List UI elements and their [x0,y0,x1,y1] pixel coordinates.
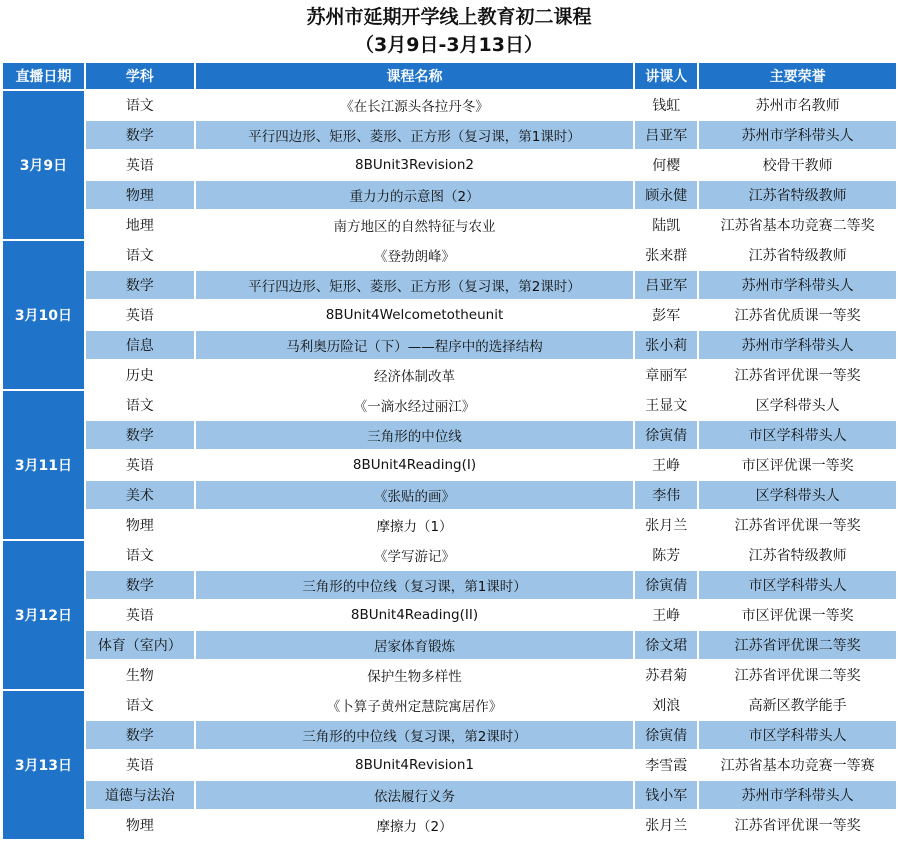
course-cell: 摩擦力（2） [195,810,635,840]
table-row [2,600,897,630]
table-row [2,480,897,510]
teacher-cell: 王显文 [634,390,698,420]
teacher-cell: 张小莉 [634,330,698,360]
table-row [2,570,897,600]
teacher-cell: 刘浪 [634,690,698,720]
honor-cell: 市区评优课一等奖 [698,600,897,630]
subject-cell: 语文 [85,690,195,720]
honor-cell: 区学科带头人 [698,390,897,420]
table-row [2,210,897,240]
honor-cell: 江苏省特级教师 [698,180,897,210]
honor-cell: 江苏省基本功竞赛二等奖 [698,210,897,240]
table-row [2,630,897,660]
teacher-cell: 王峥 [634,600,698,630]
header-course: 课程名称 [195,62,635,90]
course-cell: 8BUnit4Welcometotheunit [195,300,635,330]
teacher-cell: 徐寅倩 [634,420,698,450]
course-cell: 居家体育锻炼 [195,630,635,660]
subject-cell: 历史 [85,360,195,390]
table-row [2,720,897,750]
honor-cell: 苏州市学科带头人 [698,330,897,360]
subject-cell: 数学 [85,570,195,600]
table-row [2,180,897,210]
honor-cell: 高新区教学能手 [698,690,897,720]
table-row [2,120,897,150]
table-row [2,90,897,120]
honor-cell: 江苏省评优课二等奖 [698,630,897,660]
schedule-table [1,61,898,841]
course-cell: 《一滴水经过丽江》 [195,390,635,420]
teacher-cell: 徐文珺 [634,630,698,660]
date-cell: 3月12日 [2,540,85,690]
course-cell: 重力力的示意图（2） [195,180,635,210]
course-cell: 8BUnit4Revision1 [195,750,635,780]
subject-cell: 数学 [85,720,195,750]
teacher-cell: 苏君菊 [634,660,698,690]
subject-cell: 生物 [85,660,195,690]
teacher-cell: 张月兰 [634,510,698,540]
subject-cell: 英语 [85,750,195,780]
course-cell: 平行四边形、矩形、菱形、正方形（复习课，第1课时） [195,120,635,150]
teacher-cell: 徐寅倩 [634,720,698,750]
header-row [2,62,897,90]
subject-cell: 物理 [85,510,195,540]
header-date: 直播日期 [2,62,85,90]
subject-cell: 语文 [85,390,195,420]
honor-cell: 市区学科带头人 [698,420,897,450]
course-cell: 三角形的中位线 [195,420,635,450]
teacher-cell: 李雪霞 [634,750,698,780]
teacher-cell: 陈芳 [634,540,698,570]
date-cell: 3月9日 [2,90,85,240]
course-cell: 三角形的中位线（复习课，第2课时） [195,720,635,750]
course-cell: 南方地区的自然特征与农业 [195,210,635,240]
honor-cell: 市区学科带头人 [698,720,897,750]
course-cell: 依法履行义务 [195,780,635,810]
teacher-cell: 顾永健 [634,180,698,210]
course-cell: 《卜算子黄州定慧院寓居作》 [195,690,635,720]
subject-cell: 数学 [85,420,195,450]
course-cell: 摩擦力（1） [195,510,635,540]
honor-cell: 江苏省评优课一等奖 [698,510,897,540]
subject-cell: 语文 [85,540,195,570]
header-subject: 学科 [85,62,195,90]
teacher-cell: 王峥 [634,450,698,480]
teacher-cell: 张月兰 [634,810,698,840]
subject-cell: 英语 [85,450,195,480]
course-cell: 平行四边形、矩形、菱形、正方形（复习课，第2课时） [195,270,635,300]
subject-cell: 物理 [85,810,195,840]
honor-cell: 苏州市学科带头人 [698,270,897,300]
date-cell: 3月10日 [2,240,85,390]
date-cell: 3月11日 [2,390,85,540]
sheet-subtitle: （3月9日-3月13日） [355,34,543,56]
honor-cell: 苏州市学科带头人 [698,120,897,150]
honor-cell: 江苏省评优课一等奖 [698,360,897,390]
table-row [2,450,897,480]
honor-cell: 江苏省特级教师 [698,240,897,270]
teacher-cell: 章丽军 [634,360,698,390]
honor-cell: 江苏省基本功竞赛一等赛 [698,750,897,780]
subject-cell: 英语 [85,150,195,180]
teacher-cell: 钱虹 [634,90,698,120]
subject-cell: 语文 [85,240,195,270]
course-cell: 《学写游记》 [195,540,635,570]
schedule-body [2,90,897,840]
subject-cell: 英语 [85,300,195,330]
date-cell: 3月13日 [2,690,85,840]
honor-cell: 苏州市学科带头人 [698,780,897,810]
course-cell: 三角形的中位线（复习课，第1课时） [195,570,635,600]
table-row [2,300,897,330]
table-row [2,750,897,780]
subject-cell: 地理 [85,210,195,240]
honor-cell: 江苏省特级教师 [698,540,897,570]
subject-cell: 物理 [85,180,195,210]
header-teacher: 讲课人 [634,62,698,90]
table-row [2,540,897,570]
honor-cell: 江苏省评优课二等奖 [698,660,897,690]
teacher-cell: 吕亚军 [634,120,698,150]
subject-cell: 数学 [85,120,195,150]
teacher-cell: 吕亚军 [634,270,698,300]
table-row [2,810,897,840]
course-cell: 经济体制改革 [195,360,635,390]
honor-cell: 苏州市名教师 [698,90,897,120]
teacher-cell: 陆凯 [634,210,698,240]
header-honor: 主要荣誉 [698,62,897,90]
table-row [2,390,897,420]
course-cell: 《张贴的画》 [195,480,635,510]
honor-cell: 市区学科带头人 [698,570,897,600]
subject-cell: 数学 [85,270,195,300]
teacher-cell: 李伟 [634,480,698,510]
table-row [2,510,897,540]
subject-cell: 道德与法治 [85,780,195,810]
honor-cell: 区学科带头人 [698,480,897,510]
course-cell: 8BUnit3Revision2 [195,150,635,180]
honor-cell: 校骨干教师 [698,150,897,180]
table-row [2,150,897,180]
teacher-cell: 彭军 [634,300,698,330]
teacher-cell: 何樱 [634,150,698,180]
teacher-cell: 张来群 [634,240,698,270]
table-row [2,240,897,270]
course-cell: 《登勃朗峰》 [195,240,635,270]
honor-cell: 江苏省评优课一等奖 [698,810,897,840]
course-cell: 马利奥历险记（下）——程序中的选择结构 [195,330,635,360]
course-cell: 《在长江源头各拉丹冬》 [195,90,635,120]
table-row [2,660,897,690]
course-cell: 8BUnit4Reading(I) [195,450,635,480]
table-row [2,780,897,810]
table-row [2,270,897,300]
subject-cell: 语文 [85,90,195,120]
subject-cell: 美术 [85,480,195,510]
table-row [2,360,897,390]
honor-cell: 江苏省优质课一等奖 [698,300,897,330]
teacher-cell: 徐寅倩 [634,570,698,600]
table-row [2,330,897,360]
course-cell: 8BUnit4Reading(II) [195,600,635,630]
course-cell: 保护生物多样性 [195,660,635,690]
subject-cell: 信息 [85,330,195,360]
table-row [2,420,897,450]
subject-cell: 体育（室内） [85,630,195,660]
teacher-cell: 钱小军 [634,780,698,810]
sheet-title: 苏州市延期开学线上教育初二课程 [306,6,592,28]
table-row [2,690,897,720]
honor-cell: 市区评优课一等奖 [698,450,897,480]
subject-cell: 英语 [85,600,195,630]
